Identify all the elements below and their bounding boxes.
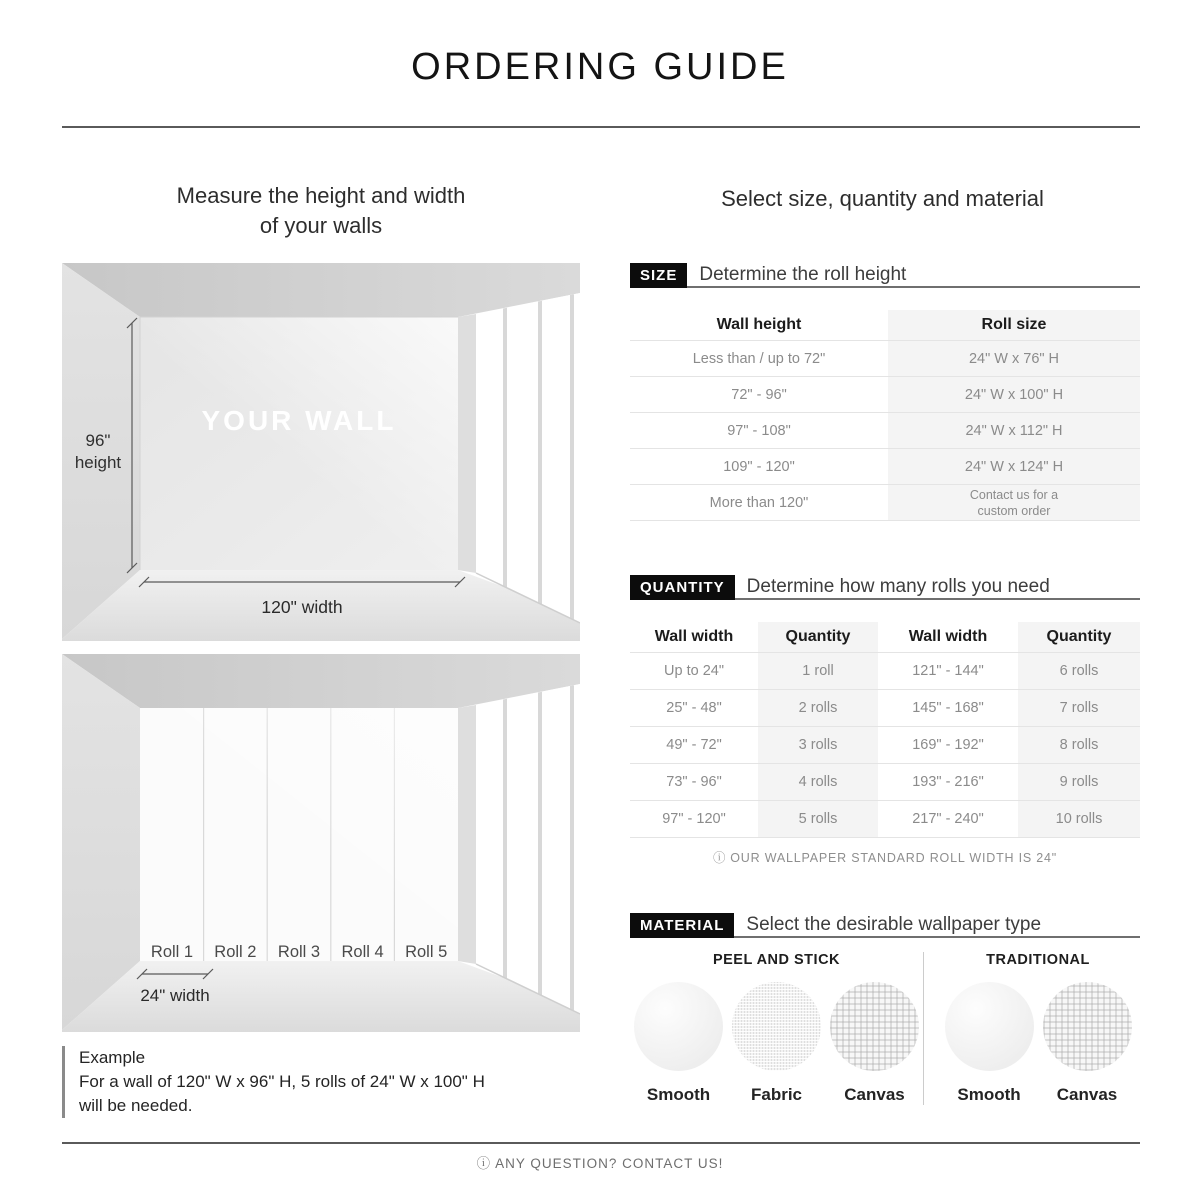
window-pillar <box>458 705 476 964</box>
room-diagram-rolls <box>62 654 580 1032</box>
size-subtitle: Determine the roll height <box>687 263 1140 288</box>
size-row <box>630 377 1140 413</box>
footer-divider <box>62 1142 1140 1144</box>
roll-size-cell: Contact us for a custom order <box>888 485 1140 520</box>
quantity-subtitle: Determine how many rolls you need <box>735 575 1140 600</box>
quantity-row <box>630 801 1140 838</box>
measure-heading-line2: of your walls <box>259 213 383 238</box>
roll-label: Roll 5 <box>405 943 448 961</box>
quantity-cell: 6 rolls <box>1018 653 1140 689</box>
quantity-cell: 10 rolls <box>1018 801 1140 837</box>
roll-label: Roll 2 <box>214 943 257 961</box>
page-title: ORDERING GUIDE <box>411 46 789 88</box>
roll-label: Roll 4 <box>341 943 384 961</box>
your-wall-label: YOUR WALL <box>201 405 397 436</box>
room-illustration <box>62 263 580 641</box>
roll-size-header: Roll size <box>888 310 1140 340</box>
example-accent-bar <box>62 1046 65 1118</box>
wall-width-cell: 97" - 120" <box>662 811 726 827</box>
wall-height-header: Wall height <box>716 316 802 333</box>
peel-and-stick-label: PEEL AND STICK <box>712 952 841 968</box>
wall-height-cell: 72" - 96" <box>731 386 787 403</box>
roll-size-cell: 24" W x 112" H <box>888 413 1140 448</box>
quantity-cell: 3 rolls <box>758 727 878 763</box>
example-title: Example <box>79 1048 146 1067</box>
canvas-texture-circle <box>1043 982 1132 1071</box>
material-badge: MATERIAL <box>630 913 734 938</box>
height-word-label: height <box>74 453 122 472</box>
size-badge: SIZE <box>630 263 687 288</box>
quantity-cell: 2 rolls <box>758 690 878 726</box>
example-line1: For a wall of 120" W x 96" H, 5 rolls of 24" W x 100" H <box>79 1072 485 1091</box>
roll-width-note: ⓘ OUR WALLPAPER STANDARD ROLL WIDTH IS 24" <box>712 851 1058 865</box>
swatch-canvas: Canvas <box>830 982 919 1105</box>
wall-width-header: Wall width <box>654 628 734 645</box>
traditional-group <box>924 952 1140 1105</box>
wall-height-cell: More than 120" <box>709 494 809 511</box>
traditional-label: TRADITIONAL <box>986 952 1090 968</box>
material-subtitle: Select the desirable wallpaper type <box>734 913 1140 938</box>
quantity-row <box>630 653 1140 690</box>
window-pillar <box>458 314 476 573</box>
window <box>476 293 580 623</box>
wall-height-cell: Less than / up to 72" <box>692 350 826 367</box>
size-row <box>630 413 1140 449</box>
roll-label: Roll 3 <box>277 943 321 961</box>
size-table <box>630 310 1140 521</box>
size-row <box>630 449 1140 485</box>
peel-and-stick-group <box>630 952 923 1105</box>
wall-height-cell: 109" - 120" <box>723 458 795 475</box>
quantity-badge: QUANTITY <box>630 575 735 600</box>
fabric-texture-circle <box>732 982 821 1071</box>
height-value-label: 96" <box>85 431 111 450</box>
swatch-fabric: Fabric <box>732 982 821 1105</box>
wall-width-cell: Up to 24" <box>664 663 724 679</box>
width-value-label: 120" width <box>261 597 343 617</box>
quantity-cell: 7 rolls <box>1018 690 1140 726</box>
wall-width-cell: 121" - 144" <box>912 663 984 679</box>
canvas-texture-circle <box>830 982 919 1071</box>
measure-heading <box>62 181 580 241</box>
quantity-row <box>630 764 1140 801</box>
wall-width-cell: 169" - 192" <box>912 737 984 753</box>
info-icon: ⓘ <box>476 1156 492 1171</box>
measure-heading-line1: Measure the height and width <box>176 183 466 208</box>
quantity-row <box>630 727 1140 764</box>
select-heading: Select size, quantity and material <box>721 186 1044 211</box>
quantity-row <box>630 690 1140 727</box>
window <box>476 684 580 1014</box>
wall-height-cell: 97" - 108" <box>727 422 791 439</box>
size-row <box>630 485 1140 521</box>
smooth-texture-circle <box>634 982 723 1071</box>
quantity-cell: 8 rolls <box>1018 727 1140 763</box>
quantity-header: Quantity <box>758 622 878 652</box>
room-illustration-rolls <box>62 654 580 1032</box>
quantity-table <box>630 622 1140 838</box>
swatch-canvas-traditional: Canvas <box>1043 982 1132 1105</box>
footer-contact: ⓘ ANY QUESTION? CONTACT US! <box>476 1156 724 1171</box>
wall-width-cell: 193" - 216" <box>912 774 984 790</box>
quantity-cell: 5 rolls <box>758 801 878 837</box>
wall-width-cell: 49" - 72" <box>666 737 722 753</box>
quantity-cell: 1 roll <box>758 653 878 689</box>
roll-size-cell: 24" W x 76" H <box>888 341 1140 376</box>
wall-width-cell: 145" - 168" <box>912 700 984 716</box>
wall-width-cell: 73" - 96" <box>666 774 722 790</box>
quantity-header: Quantity <box>1018 622 1140 652</box>
roll-width-label: 24" width <box>140 986 210 1005</box>
roll-size-cell: 24" W x 100" H <box>888 377 1140 412</box>
size-section <box>630 263 1140 521</box>
example-line2: will be needed. <box>79 1096 193 1115</box>
swatch-smooth: Smooth <box>634 982 723 1105</box>
smooth-texture-circle <box>945 982 1034 1071</box>
quantity-cell: 4 rolls <box>758 764 878 800</box>
top-divider <box>62 126 1140 128</box>
size-row <box>630 341 1140 377</box>
material-section <box>630 913 1140 1105</box>
info-icon: ⓘ <box>712 851 727 865</box>
wall-width-cell: 25" - 48" <box>666 700 722 716</box>
wall-width-header: Wall width <box>908 628 988 645</box>
example-note <box>62 1046 536 1118</box>
swatch-smooth-traditional: Smooth <box>945 982 1034 1105</box>
quantity-section <box>630 575 1140 838</box>
quantity-cell: 9 rolls <box>1018 764 1140 800</box>
room-diagram-measure <box>62 263 580 641</box>
roll-label: Roll 1 <box>150 943 194 961</box>
roll-size-cell: 24" W x 124" H <box>888 449 1140 484</box>
wall-width-cell: 217" - 240" <box>912 811 984 827</box>
